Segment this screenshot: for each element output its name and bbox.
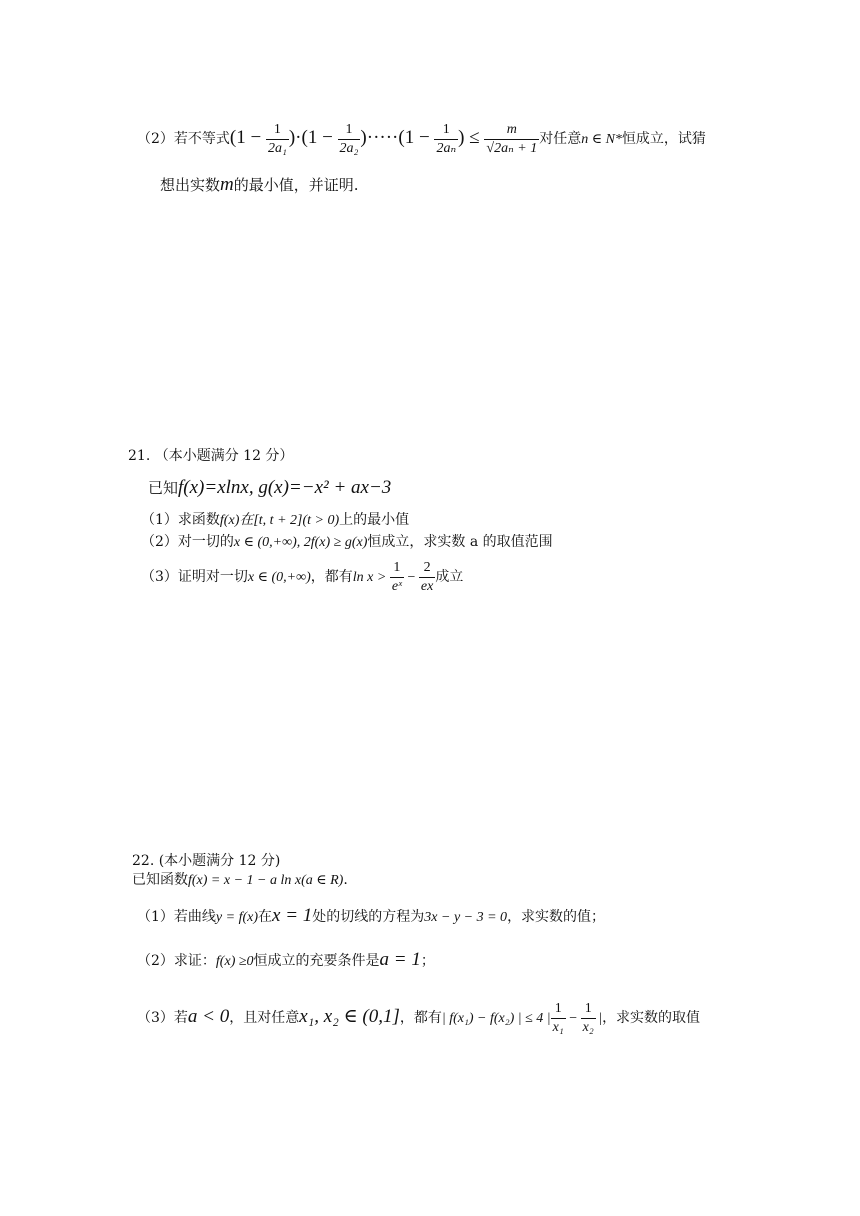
fraction-numerator: 1: [551, 1000, 566, 1019]
q20-expr: )·····(1 −: [360, 127, 435, 148]
q20-fraction-3: [434, 121, 458, 158]
q20-part2-line2: [160, 175, 359, 195]
q22-part-expr: x₁, x₂ ∈ (0,1]: [299, 1006, 400, 1027]
fraction-denominator: x₁: [552, 1019, 564, 1035]
q21-part-text: ，都有: [310, 569, 353, 585]
q22-part-expr: 3x − y − 3 = 0: [424, 910, 508, 925]
fraction-numerator: m: [484, 121, 539, 140]
q22-part-text: ；: [420, 953, 435, 969]
q22-part-expr: f(x) ≥0: [215, 954, 254, 969]
q22-part-expr: a < 0: [187, 1006, 230, 1027]
q21-part-text: 上的最小值: [339, 512, 410, 528]
q21-part-label: （3）证明对一切: [141, 569, 248, 585]
q20-text: 恒成立，试猜: [621, 131, 706, 147]
fraction-numerator: 1: [266, 121, 289, 140]
q21-part-expr: x ∈ (0,+∞), 2f(x) ≥ g(x): [233, 535, 368, 550]
q21-part-expr: ln x >: [352, 570, 390, 585]
q20-text: 对任意: [539, 131, 582, 147]
q22-fraction-1: [551, 1000, 566, 1037]
q21-part-text: 恒成立，求实数 a 的取值范围: [367, 534, 553, 550]
q22-part-text: ，都有: [399, 1010, 442, 1026]
q20-fraction-4: [484, 121, 539, 158]
fraction-denominator: 2a₂: [339, 140, 359, 156]
q21-part3: [141, 557, 463, 598]
q20-text: 的最小值，并证明.: [233, 176, 359, 194]
q22-part-text: 恒成立的充要条件是: [253, 953, 380, 969]
q22-part-text: ，求实数的取值: [602, 1010, 701, 1026]
q21-part-label: （2）对一切的: [141, 534, 234, 550]
q21-given-expr: f(x)=xlnx, g(x)=−x² + ax−3: [178, 477, 392, 498]
q21-operator: −: [404, 570, 419, 585]
q22-part-text: ，且对任意: [229, 1010, 300, 1026]
q20-part2-label: （2）若不等式: [137, 131, 230, 147]
q20-fraction-2: [338, 121, 361, 158]
fraction-numerator: 1: [338, 121, 361, 140]
q21-part-text: 成立: [435, 569, 464, 585]
q22-operator: |: [595, 1011, 603, 1026]
fraction-denominator: 2a₁: [267, 140, 287, 156]
q21-given-label: 已知: [148, 479, 179, 497]
q22-part-text: ，求实数的值；: [507, 909, 606, 925]
q22-part-expr: x = 1: [272, 905, 313, 926]
q22-part-expr: a = 1: [379, 949, 421, 970]
q22-part-expr: | f(x₁) − f(x₂) | ≤ 4 |: [441, 1011, 551, 1026]
fraction-denominator: √2aₙ + 1: [486, 140, 538, 156]
q21-fraction-2: [419, 559, 435, 596]
q22-part-label: （2）求证：: [137, 953, 216, 969]
q21-given: [148, 478, 391, 498]
fraction-numerator: 1: [434, 121, 458, 140]
fraction-denominator: ex: [420, 578, 434, 594]
q22-given-expr: f(x) = x − 1 − a ln x(a ∈ R): [188, 873, 344, 888]
q22-part2: [137, 950, 435, 972]
q20-fraction-1: [266, 121, 289, 158]
q20-condition: n ∈ N*: [581, 132, 622, 147]
fraction-denominator: eˣ: [391, 578, 402, 594]
q22-part-text: 在: [258, 909, 273, 925]
q22-given-label: 已知函数: [132, 872, 188, 888]
q21-part1: [141, 510, 409, 531]
q22-header: 22. (本小题满分 12 分): [132, 853, 281, 869]
q20-text: 想出实数: [160, 176, 221, 194]
q21-part-expr: x ∈ (0,+∞): [247, 570, 311, 585]
q22-part-label: （1）若曲线: [137, 909, 216, 925]
q22-given: [132, 870, 348, 891]
q22-part-text: 处的切线的方程为: [312, 909, 425, 925]
fraction-numerator: 1: [581, 1000, 596, 1019]
q21-part-expr: f(x)在[t, t + 2](t > 0): [219, 513, 340, 528]
q22-operator: −: [565, 1011, 581, 1026]
q21-fraction-1: [390, 559, 404, 596]
fraction-numerator: 2: [419, 559, 435, 578]
q22-fraction-2: [581, 1000, 596, 1037]
q20-expr: ) ≤: [458, 127, 485, 148]
q22-text: .: [343, 872, 348, 888]
q22-part-expr: y = f(x): [215, 910, 259, 925]
q21-part-label: （1）求函数: [141, 512, 220, 528]
q20-m-variable: m: [220, 174, 234, 195]
q22-part3: [137, 995, 700, 1041]
q20-expr: (1 −: [229, 127, 266, 148]
fraction-denominator: 2aₙ: [436, 140, 457, 156]
q21-part2: [141, 532, 553, 553]
q22-part1: [137, 906, 605, 928]
q20-part2-line1: [137, 118, 706, 160]
fraction-denominator: x₂: [582, 1019, 594, 1035]
q22-part-label: （3）若: [137, 1010, 188, 1026]
fraction-numerator: 1: [390, 559, 404, 578]
q21-header: 21. （本小题满分 12 分）: [128, 448, 294, 464]
q20-expr: )·(1 −: [288, 127, 338, 148]
